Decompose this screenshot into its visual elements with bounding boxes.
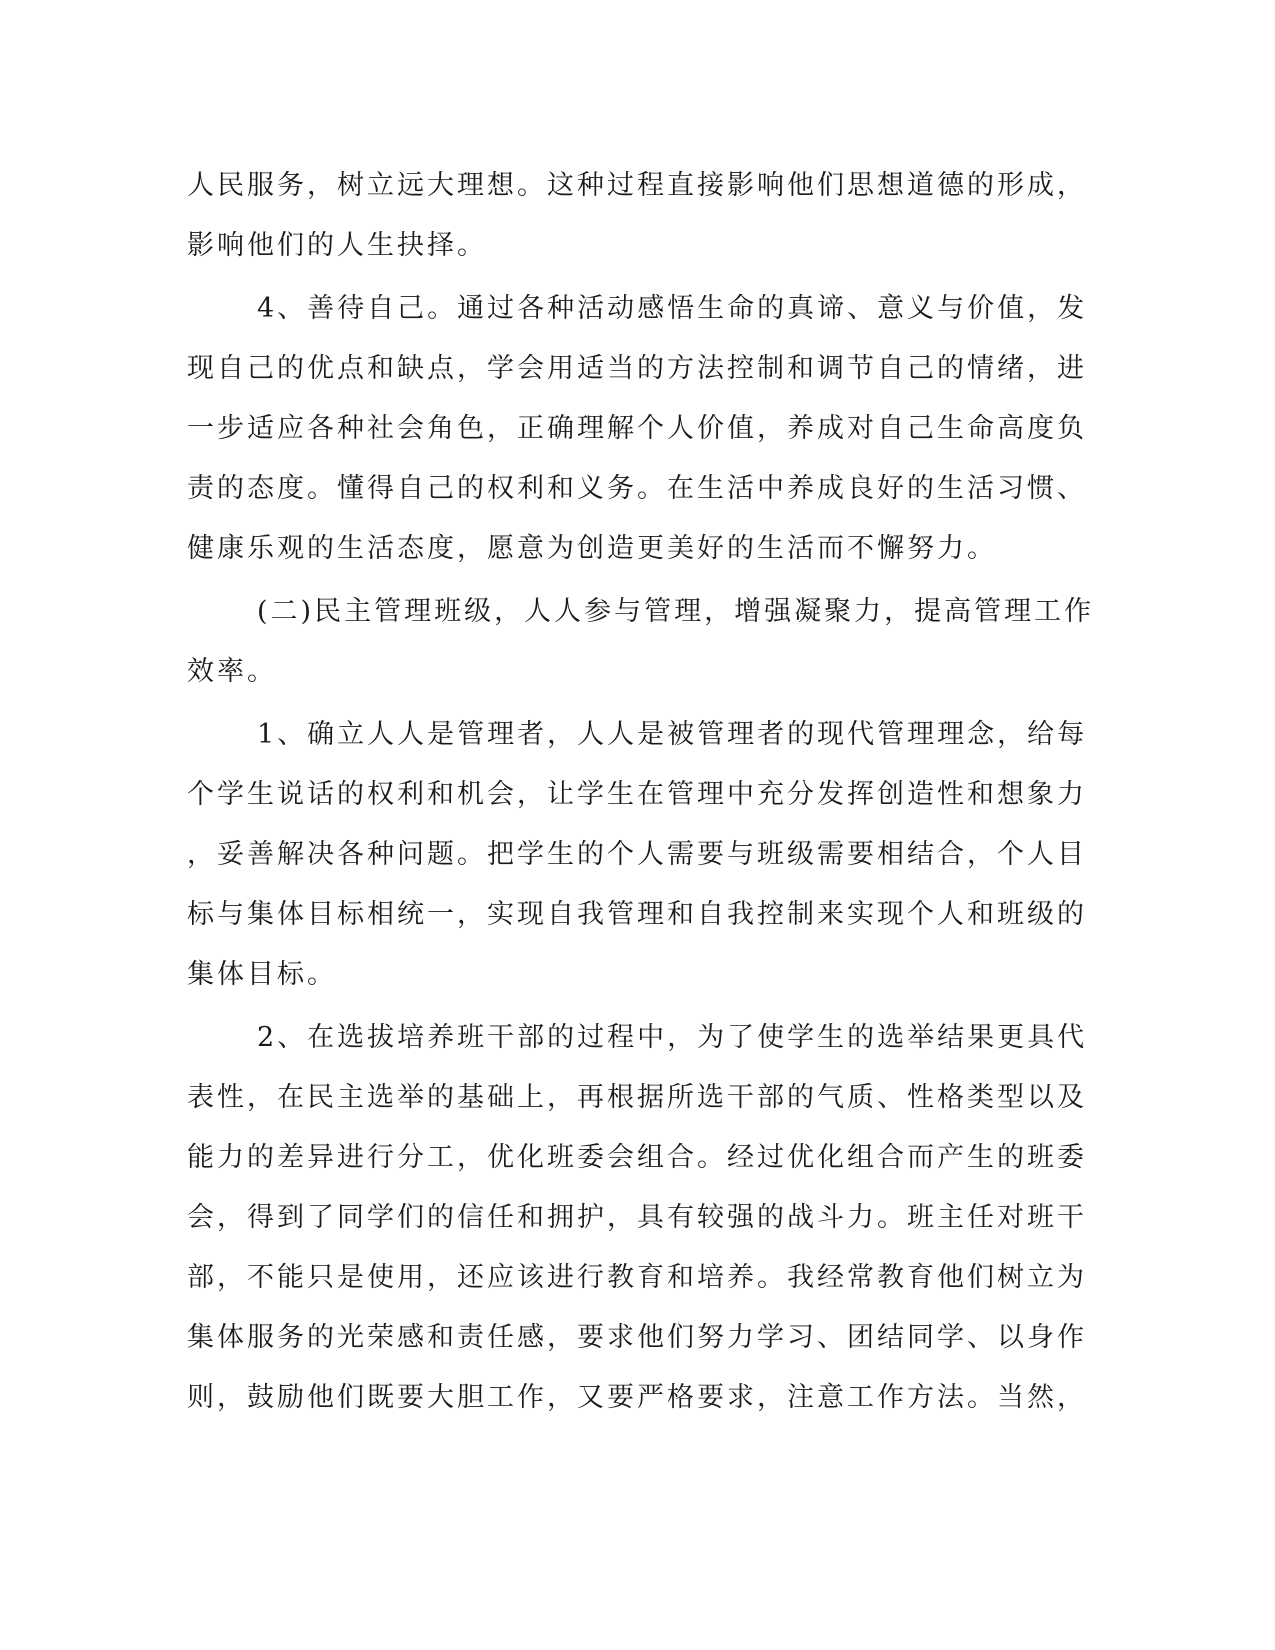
text-line: 现自己的优点和缺点，学会用适当的方法控制和调节自己的情绪，进 [187,353,1087,384]
text-line: 集体服务的光荣感和责任感，要求他们努力学习、团结同学、以身作 [187,1322,1087,1353]
section-heading-line: (二)民主管理班级，人人参与管理，增强凝聚力，提高管理工作 [257,596,1095,627]
text-line: 人民服务，树立远大理想。这种过程直接影响他们思想道德的形成， [187,170,1087,201]
text-line: 责的态度。懂得自己的权利和义务。在生活中养成良好的生活习惯、 [187,473,1087,504]
text-line: 影响他们的人生抉择。 [187,230,487,261]
text-line: 4、善待自己。通过各种活动感悟生命的真谛、意义与价值，发 [257,293,1088,324]
text-line: 一步适应各种社会角色，正确理解个人价值，养成对自己生命高度负 [187,413,1087,444]
paragraph-item-1 [187,705,1088,1005]
text-line: 能力的差异进行分工，优化班委会组合。经过优化组合而产生的班委 [187,1142,1087,1173]
text-line: 1、确立人人是管理者，人人是被管理者的现代管理理念，给每 [257,719,1088,750]
text-line: 效率。 [187,656,277,687]
text-line: 标与集体目标相统一，实现自我管理和自我控制来实现个人和班级的 [187,899,1087,930]
paragraph-item-4 [187,279,1088,579]
paragraph-continuation [187,156,1087,276]
text-line: 健康乐观的生活态度，愿意为创造更美好的生活而不懈努力。 [187,533,997,564]
document-body [187,156,1095,1428]
text-line: ，妥善解决各种问题。把学生的个人需要与班级需要相结合，个人目 [187,839,1087,870]
text-line: 则，鼓励他们既要大胆工作，又要严格要求，注意工作方法。当然， [187,1382,1087,1413]
paragraph-item-2 [187,1008,1088,1428]
text-line: 表性，在民主选举的基础上，再根据所选干部的气质、性格类型以及 [187,1082,1087,1113]
text-line: 会，得到了同学们的信任和拥护，具有较强的战斗力。班主任对班干 [187,1202,1087,1233]
paragraph-section-2 [187,582,1095,702]
text-line: 2、在选拔培养班干部的过程中，为了使学生的选举结果更具代 [257,1022,1088,1053]
text-line: 个学生说话的权利和机会，让学生在管理中充分发挥创造性和想象力 [187,779,1087,810]
text-line: 部，不能只是使用，还应该进行教育和培养。我经常教育他们树立为 [187,1262,1087,1293]
text-line: 集体目标。 [187,959,337,990]
